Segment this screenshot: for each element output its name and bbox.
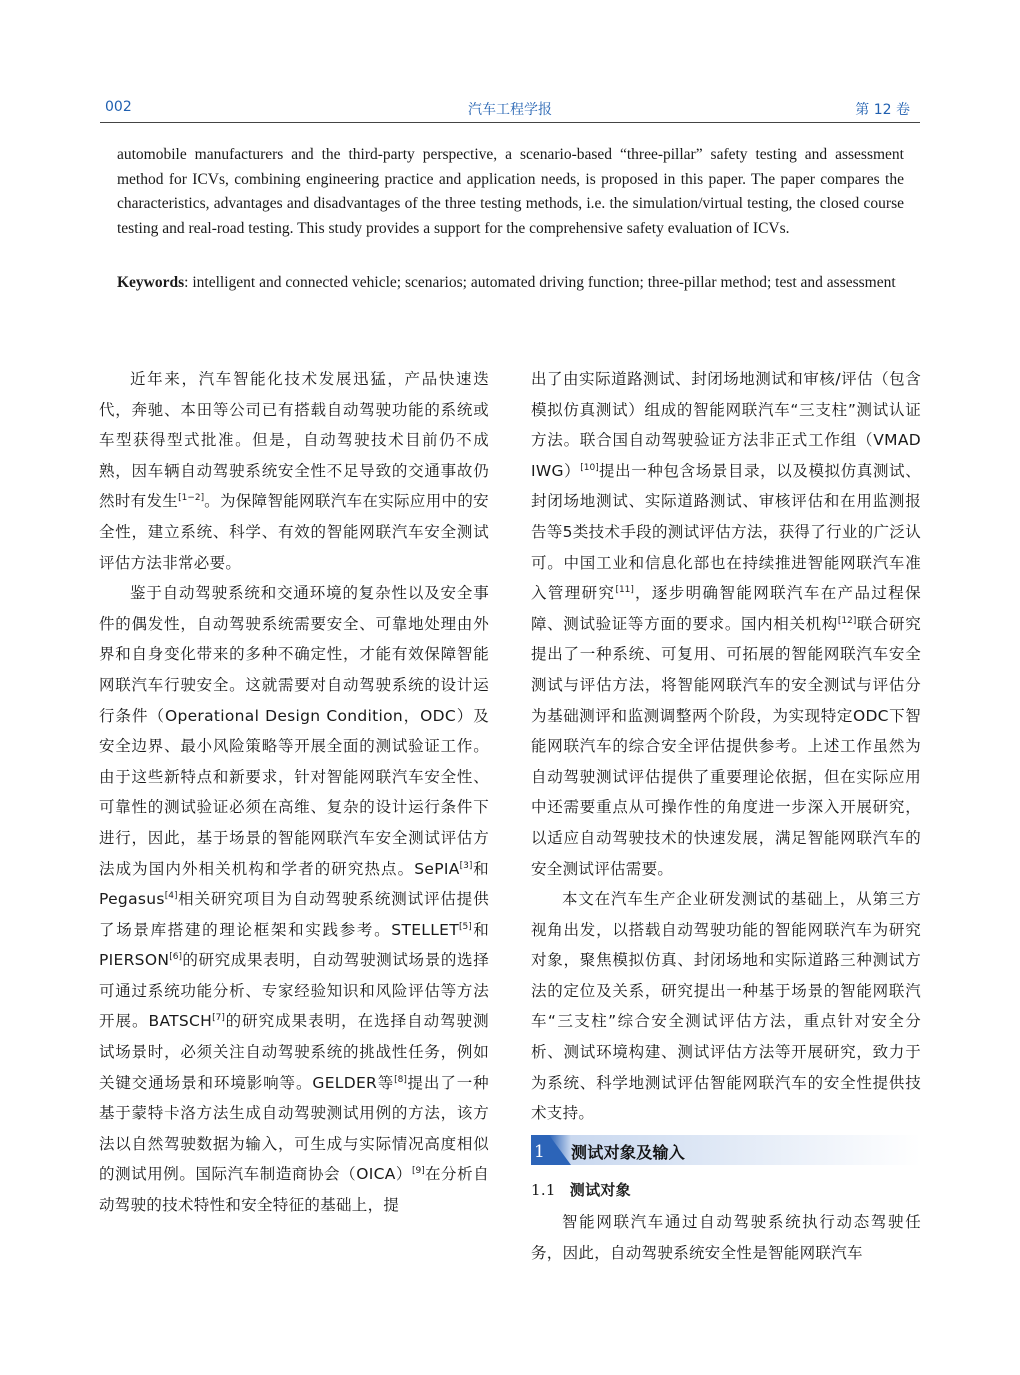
citation-ref[interactable]: [1−2]: [178, 493, 205, 504]
text-span: 在分析自动驾驶的技术特性和安全特征的基础上，提: [99, 1165, 490, 1215]
subsection-heading: [531, 1175, 921, 1206]
subsection-number: 1.1: [531, 1180, 556, 1199]
citation-ref[interactable]: [4]: [164, 891, 178, 902]
citation-ref[interactable]: [6]: [169, 952, 182, 963]
text-span: 。为保障智能网联汽车在实际应用中的安全性，建立系统、科学、有效的智能网联汽车安全测试评估方法非常必要。: [99, 492, 489, 572]
text-span: 出了由实际道路测试、封闭场地测试和审核/评估（包含模拟仿真测试）组成的智能网联汽车“三支柱”测试认证方法。联合国自动驾驶验证方法非正式工作组（VMAD IWG）: [531, 370, 921, 480]
right-column: [531, 364, 921, 1269]
text-span: 和Pegasus: [99, 859, 489, 909]
left-column: [99, 364, 489, 1221]
section-title: 测试对象及输入: [571, 1142, 686, 1162]
text-span: 的研究成果表明，自动驾驶测试场景的选择可通过系统功能分析、专家经验知识和风险评估等方法开展。BATSCH: [99, 951, 489, 1031]
journal-title: 汽车工程学报: [468, 102, 552, 118]
keywords: [117, 270, 904, 296]
paragraph: 智能网联汽车通过自动驾驶系统执行动态驾驶任务，因此，自动驾驶系统安全性是智能网联汽车: [531, 1213, 921, 1263]
citation-ref[interactable]: [12]: [837, 615, 857, 626]
paragraph: [531, 364, 921, 884]
header-divider: [100, 122, 920, 123]
citation-ref[interactable]: [10]: [580, 462, 599, 473]
volume-label: 第 12 卷: [855, 102, 910, 118]
keywords-text: : intelligent and connected vehicle; scenarios; automated driving function; three-pillar method; test and assessment: [184, 274, 896, 291]
page-number: 002: [105, 99, 132, 115]
abstract-text: automobile manufacturers and the third-party perspective, a scenario-based “three-pillar” safety testing and assessment method for ICVs, combining engineering practice and application needs, is proposed in this paper. The paper compares the characteristics, advantages and disadvantages of the three testing methods, i.e. the simulation/virtual testing, the closed course testing and real-road testing. This study provides a support for the comprehensive safety evaluation of ICVs.: [117, 146, 904, 237]
text-span: 提出一种包含场景目录，以及模拟仿真测试、封闭场地测试、实际道路测试、审核评估和在用监测报告等5类技术手段的测试评估方法，获得了行业的广泛认可。中国工业和信息化部也在持续推进智能网联汽车准入管理研究: [531, 461, 921, 603]
citation-ref[interactable]: [3]: [459, 860, 473, 871]
text-span: ，逐步明确智能网联汽车在产品过程保障、测试验证等方面的要求。国内相关机构: [531, 584, 921, 633]
text-span: 和PIERSON: [99, 920, 489, 970]
section-heading: [531, 1135, 921, 1165]
paragraph: [99, 364, 489, 578]
text-span: 近年来，汽车智能化技术发展迅猛，产品快速迭代，奔驰、本田等公司已有搭载自动驾驶功能的系统或车型获得型式批准。但是，自动驾驶技术目前仍不成熟，因车辆自动驾驶系统安全性不足导致的交通事故仍然时有发生: [99, 370, 489, 511]
text-span: 联合研究提出了一种系统、可复用、可拓展的智能网联汽车安全测试与评估方法，将智能网联汽车的安全测试与评估分为基础测评和监测调整两个阶段，为实现特定ODC下智能网联汽车的综合安全评估提供参考。上述工作虽然为自动驾驶测试评估提供了重要理论依据，但在实际应用中还需要重点从可操作性的角度进一步深入开展研究，以适应自动驾驶技术的快速发展，满足智能网联汽车的安全测试评估需要。: [531, 614, 922, 878]
keywords-label: Keywords: [117, 274, 185, 291]
paragraph: [99, 578, 489, 1220]
subsection-title: 测试对象: [569, 1180, 631, 1199]
paragraph: 本文在汽车生产企业研发测试的基础上，从第三方视角出发，以搭载自动驾驶功能的智能网联汽车为研究对象，聚焦模拟仿真、封闭场地和实际道路三种测试方法的定位及关系，研究提出一种基于场景的智能网联汽车“三支柱”综合安全测试评估方法，重点针对安全分析、测试环境构建、测试评估方法等开展研究，致力于为系统、科学地测试评估智能网联汽车的安全性提供技术支持。: [531, 890, 921, 1123]
citation-ref[interactable]: [7]: [212, 1013, 225, 1024]
citation-ref[interactable]: [5]: [459, 921, 472, 932]
citation-ref[interactable]: [8]: [394, 1074, 407, 1085]
text-span: 提出了一种基于蒙特卡洛方法生成自动驾驶测试用例的方法，该方法以自然驾驶数据为输入，可生成与实际情况高度相似的测试用例。国际汽车制造商协会（OICA）: [99, 1073, 489, 1184]
section-marker: [549, 1135, 571, 1165]
citation-ref[interactable]: [11]: [615, 585, 634, 596]
running-header: [100, 99, 920, 121]
text-span: 的研究成果表明，在选择自动驾驶测试场景时，必须关注自动驾驶系统的挑战性任务，例如关键交通场景和环境影响等。GELDER等: [99, 1012, 489, 1092]
text-span: 鉴于自动驾驶系统和交通环境的复杂性以及安全事件的偶发性，自动驾驶系统需要安全、可靠地处理由外界和自身变化带来的多种不确定性，才能有效保障智能网联汽车行驶安全。这就需要对自动驾驶系统的设计运行条件（Operational Design Condition，ODC）及安全边界、最小风险策略等开展全面的测试验证工作。由于这些新特点和新要求，针对智能网联汽车安全性、可靠性的测试验证必须在高维、复杂的设计运行条件下进行，因此，基于场景的智能网联汽车安全测试评估方法成为国内外相关机构和学者的研究热点。SePIA: [99, 584, 489, 878]
section-number: 1: [534, 1141, 546, 1162]
citation-ref[interactable]: [9]: [411, 1166, 425, 1177]
text-span: 相关研究项目为自动驾驶系统测试评估提供了场景库搭建的理论框架和实践参考。STELLET: [99, 890, 489, 939]
